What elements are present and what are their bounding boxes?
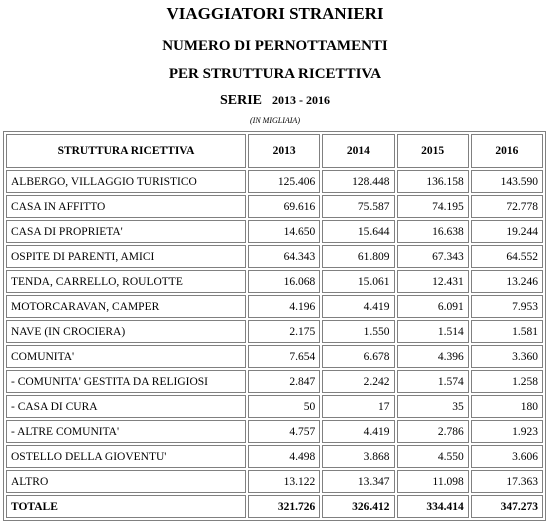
- table-row: [6, 320, 543, 343]
- row-value: 67.343: [397, 245, 469, 268]
- table-row: [6, 445, 543, 468]
- row-value: 326.412: [322, 495, 394, 518]
- row-value: 7.953: [471, 295, 543, 318]
- subtitle-pernottamenti: NUMERO DI PERNOTTAMENTI: [162, 38, 388, 54]
- row-value: 321.726: [248, 495, 320, 518]
- page-title: VIAGGIATORI STRANIERI: [166, 4, 384, 23]
- row-value: 4.419: [322, 295, 394, 318]
- row-value: 13.246: [471, 270, 543, 293]
- row-value: 4.757: [248, 420, 320, 443]
- row-value: 347.273: [471, 495, 543, 518]
- row-value: 136.158: [397, 170, 469, 193]
- row-value: 6.678: [322, 345, 394, 368]
- row-value: 180: [471, 395, 543, 418]
- table-row: [6, 395, 543, 418]
- row-value: 6.091: [397, 295, 469, 318]
- row-label: ALTRO: [6, 470, 246, 493]
- row-value: 69.616: [248, 195, 320, 218]
- row-value: 64.343: [248, 245, 320, 268]
- row-label: - CASA DI CURA: [6, 395, 246, 418]
- row-value: 11.098: [397, 470, 469, 493]
- table-header-row: [6, 134, 543, 168]
- row-value: 1.923: [471, 420, 543, 443]
- row-value: 74.195: [397, 195, 469, 218]
- row-value: 15.061: [322, 270, 394, 293]
- row-value: 17.363: [471, 470, 543, 493]
- table-row: [6, 245, 543, 268]
- table-row: [6, 470, 543, 493]
- row-label: OSPITE DI PARENTI, AMICI: [6, 245, 246, 268]
- subtitle-struttura: PER STRUTTURA RICETTIVA: [168, 66, 382, 82]
- row-label: COMUNITA': [6, 345, 246, 368]
- column-header: 2016: [471, 134, 543, 168]
- row-value: 13.347: [322, 470, 394, 493]
- row-value: 75.587: [322, 195, 394, 218]
- row-value: 2.847: [248, 370, 320, 393]
- table-total-row: [6, 495, 543, 518]
- column-header: 2015: [397, 134, 469, 168]
- column-header: 2014: [322, 134, 394, 168]
- row-value: 128.448: [322, 170, 394, 193]
- row-value: 16.638: [397, 220, 469, 243]
- table-row: [6, 220, 543, 243]
- row-label: OSTELLO DELLA GIOVENTU': [6, 445, 246, 468]
- row-label: NAVE (IN CROCIERA): [6, 320, 246, 343]
- row-value: 125.406: [248, 170, 320, 193]
- row-value: 19.244: [471, 220, 543, 243]
- row-value: 35: [397, 395, 469, 418]
- data-table: [3, 131, 546, 521]
- row-label: - COMUNITA' GESTITA DA RELIGIOSI: [6, 370, 246, 393]
- table-row: [6, 295, 543, 318]
- row-label: TOTALE: [6, 495, 246, 518]
- table-row: [6, 270, 543, 293]
- row-value: 2.175: [248, 320, 320, 343]
- row-label: ALBERGO, VILLAGGIO TURISTICO: [6, 170, 246, 193]
- table-row: [6, 370, 543, 393]
- row-value: 2.786: [397, 420, 469, 443]
- column-header: STRUTTURA RICETTIVA: [6, 134, 246, 168]
- row-value: 4.396: [397, 345, 469, 368]
- row-value: 3.360: [471, 345, 543, 368]
- row-label: - ALTRE COMUNITA': [6, 420, 246, 443]
- row-value: 64.552: [471, 245, 543, 268]
- row-label: CASA DI PROPRIETA': [6, 220, 246, 243]
- row-value: 4.550: [397, 445, 469, 468]
- row-value: 334.414: [397, 495, 469, 518]
- series-heading: [0, 93, 550, 109]
- row-value: 143.590: [471, 170, 543, 193]
- table-row: [6, 345, 543, 368]
- row-label: MOTORCARAVAN, CAMPER: [6, 295, 246, 318]
- row-value: 7.654: [248, 345, 320, 368]
- row-value: 15.644: [322, 220, 394, 243]
- row-value: 1.574: [397, 370, 469, 393]
- row-value: 3.606: [471, 445, 543, 468]
- row-value: 4.196: [248, 295, 320, 318]
- table-row: [6, 170, 543, 193]
- row-label: CASA IN AFFITTO: [6, 195, 246, 218]
- row-value: 72.778: [471, 195, 543, 218]
- unit-note: (IN MIGLIAIA): [250, 116, 300, 125]
- row-value: 1.258: [471, 370, 543, 393]
- row-label: TENDA, CARRELLO, ROULOTTE: [6, 270, 246, 293]
- series-years: 2013 - 2016: [272, 93, 331, 107]
- column-header: 2013: [248, 134, 320, 168]
- row-value: 1.581: [471, 320, 543, 343]
- row-value: 61.809: [322, 245, 394, 268]
- table-row: [6, 195, 543, 218]
- series-label: SERIE: [219, 93, 263, 108]
- row-value: 3.868: [322, 445, 394, 468]
- row-value: 50: [248, 395, 320, 418]
- row-value: 17: [322, 395, 394, 418]
- table-row: [6, 420, 543, 443]
- row-value: 13.122: [248, 470, 320, 493]
- row-value: 14.650: [248, 220, 320, 243]
- row-value: 4.498: [248, 445, 320, 468]
- row-value: 1.550: [322, 320, 394, 343]
- row-value: 4.419: [322, 420, 394, 443]
- row-value: 16.068: [248, 270, 320, 293]
- row-value: 2.242: [322, 370, 394, 393]
- row-value: 12.431: [397, 270, 469, 293]
- row-value: 1.514: [397, 320, 469, 343]
